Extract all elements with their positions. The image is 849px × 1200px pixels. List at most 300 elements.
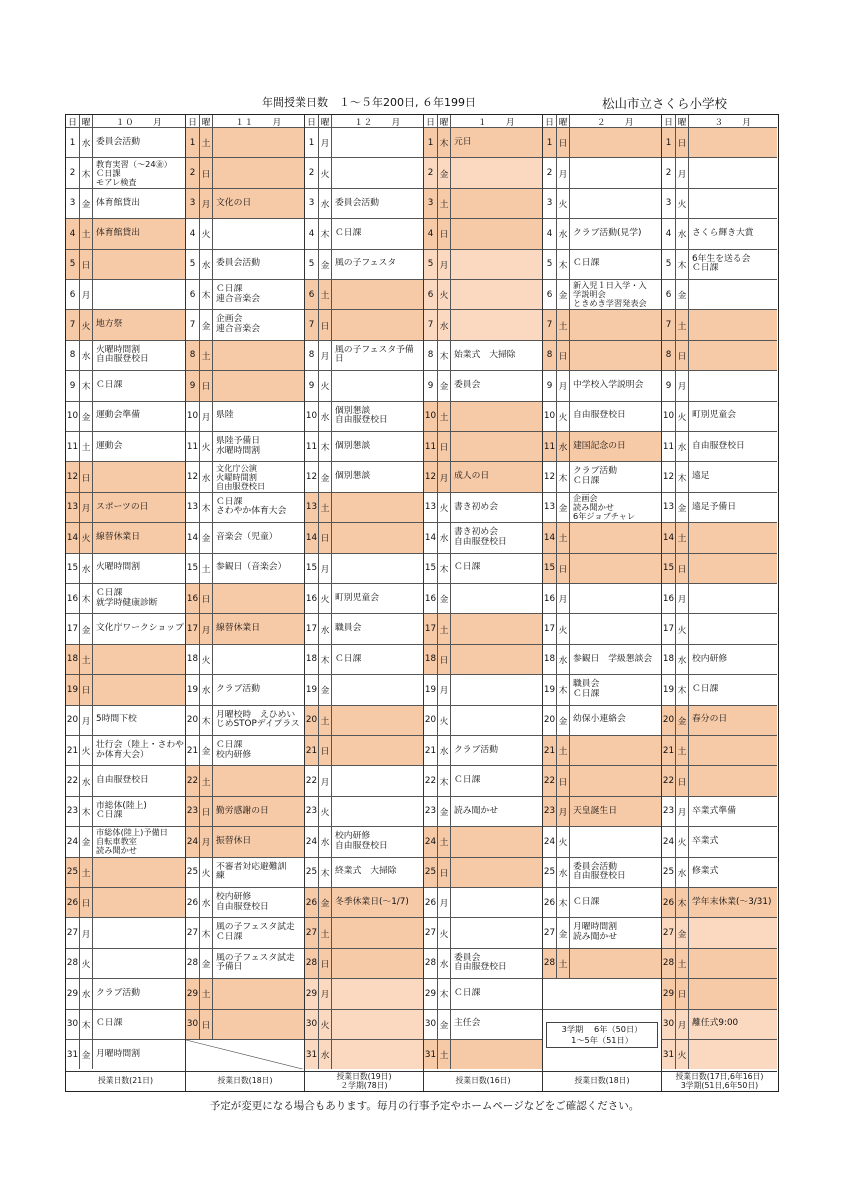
weekday: 火 — [200, 432, 213, 461]
day-number: 14 — [186, 523, 200, 552]
day-row — [186, 917, 304, 947]
day-row — [662, 188, 777, 218]
day-row — [424, 340, 542, 370]
event-text — [213, 219, 304, 248]
day-row — [662, 279, 777, 309]
weekday: 月 — [200, 189, 213, 218]
weekday: 火 — [438, 706, 451, 735]
month-name: １０ 月 — [115, 117, 163, 128]
event-text — [332, 554, 423, 583]
day-number: 1 — [305, 128, 319, 157]
day-row — [66, 431, 185, 461]
event-text: 参観日（音楽会） — [216, 562, 287, 573]
day-row — [543, 218, 661, 248]
weekday: 火 — [80, 310, 93, 339]
event-text — [689, 128, 777, 157]
weekday: 木 — [557, 462, 570, 491]
event-text — [93, 280, 185, 309]
day-number: 16 — [662, 584, 676, 613]
day-row — [424, 370, 542, 400]
day-row — [305, 917, 423, 947]
day-number: 17 — [66, 614, 80, 643]
weekday: 日 — [438, 432, 451, 461]
day-row — [662, 553, 777, 583]
event-text — [332, 766, 423, 795]
event-text — [451, 158, 542, 187]
day-number: 8 — [186, 341, 200, 370]
weekday: 土 — [438, 189, 451, 218]
day-row — [424, 644, 542, 674]
day-number: 12 — [424, 462, 438, 491]
day-row — [305, 492, 423, 522]
weekday: 水 — [438, 310, 451, 339]
day-number: 16 — [543, 584, 557, 613]
event-text — [93, 918, 185, 947]
day-number: 8 — [305, 341, 319, 370]
weekday: 土 — [80, 858, 93, 887]
event-text: 町別児童会 — [692, 410, 736, 421]
day-row — [305, 279, 423, 309]
month-footer — [66, 1071, 185, 1091]
event-text: 体育館貸出 — [93, 219, 185, 248]
weekday: 火 — [557, 614, 570, 643]
day-number: 23 — [66, 797, 80, 826]
event-text — [451, 219, 542, 248]
weekday: 木 — [438, 554, 451, 583]
day-row — [543, 553, 661, 583]
day-row — [186, 461, 304, 491]
event-text: 遠足予備日 — [692, 501, 736, 512]
day-number: 18 — [543, 645, 557, 674]
day-row — [305, 522, 423, 552]
day-row — [662, 401, 777, 431]
day-row — [305, 188, 423, 218]
month-footer — [543, 1071, 661, 1091]
weekday: 日 — [200, 1010, 213, 1039]
day-number: 8 — [66, 341, 80, 370]
weekday: 水 — [676, 858, 689, 887]
day-number: 8 — [543, 341, 557, 370]
weekday: 日 — [557, 128, 570, 157]
day-row — [305, 583, 423, 613]
day-number: 10 — [186, 402, 200, 431]
day-row — [543, 917, 661, 947]
day-number: 9 — [305, 371, 319, 400]
weekday: 金 — [80, 189, 93, 218]
day-number: 30 — [66, 1010, 80, 1039]
event-text — [570, 949, 661, 978]
day-number: 19 — [186, 675, 200, 704]
weekday: 木 — [676, 675, 689, 704]
event-text — [332, 979, 423, 1008]
day-number: 10 — [662, 402, 676, 431]
day-row — [662, 1039, 777, 1069]
weekday: 水 — [200, 888, 213, 917]
event-text — [451, 584, 542, 613]
day-number: 6 — [186, 280, 200, 309]
day-number: 1 — [424, 128, 438, 157]
day-number: 3 — [543, 189, 557, 218]
day-row — [186, 309, 304, 339]
event-text — [451, 645, 542, 674]
day-row — [543, 492, 661, 522]
event-text — [689, 979, 777, 1008]
event-text — [451, 675, 542, 704]
weekday: 土 — [438, 614, 451, 643]
weekday: 日 — [200, 158, 213, 187]
day-row — [66, 674, 185, 704]
day-number: 28 — [662, 949, 676, 978]
event-text — [332, 371, 423, 400]
weekday: 金 — [80, 1040, 93, 1069]
day-number: 22 — [662, 766, 676, 795]
day-row — [186, 826, 304, 856]
weekday: 火 — [676, 189, 689, 218]
event-text: 運動会 — [96, 440, 123, 451]
day-number: 20 — [543, 706, 557, 735]
event-text: Ｃ日課 — [454, 988, 481, 999]
day-row — [662, 613, 777, 643]
day-number: 4 — [305, 219, 319, 248]
notice-text: 予定が変更になる場合もあります。毎月の行事予定やホームページなどをご確認ください。 — [209, 1100, 640, 1112]
month-name: ２ 月 — [596, 117, 635, 128]
weekday: 土 — [557, 523, 570, 552]
weekday: 月 — [557, 797, 570, 826]
day-row — [66, 127, 185, 157]
day-number: 5 — [662, 250, 676, 279]
event-text — [689, 736, 777, 765]
day-row — [186, 765, 304, 795]
event-text — [570, 341, 661, 370]
day-row — [305, 674, 423, 704]
event-text — [451, 888, 542, 917]
weekday: 水 — [200, 462, 213, 491]
weekday: 月 — [319, 766, 332, 795]
day-number: 27 — [186, 918, 200, 947]
event-text: Ｃ日課 校内研修 — [216, 740, 252, 760]
event-text: 委員会活動 — [335, 197, 379, 208]
event-text — [689, 523, 777, 552]
day-row — [543, 857, 661, 887]
event-text: 5時間下校 — [96, 714, 137, 725]
weekday: 水 — [80, 766, 93, 795]
day-row — [662, 522, 777, 552]
event-text: 振替休日 — [213, 827, 304, 856]
weekday: 水 — [80, 128, 93, 157]
day-number: 13 — [66, 493, 80, 522]
day-number: 16 — [424, 584, 438, 613]
day-number: 9 — [186, 371, 200, 400]
day-number: 28 — [543, 949, 557, 978]
day-row — [662, 765, 777, 795]
day-number: 26 — [186, 888, 200, 917]
event-text: クラブ活動 Ｃ日課 — [573, 466, 617, 487]
weekday: 土 — [676, 523, 689, 552]
event-text — [689, 766, 777, 795]
weekday: 土 — [319, 280, 332, 309]
day-number: 12 — [662, 462, 676, 491]
day-row — [305, 553, 423, 583]
month-name: １ 月 — [477, 117, 516, 128]
day-number: 28 — [424, 949, 438, 978]
month-column — [423, 115, 542, 1091]
day-row — [424, 188, 542, 218]
event-text: Ｃ日課 連合音楽会 — [216, 284, 260, 304]
weekday: 月 — [319, 554, 332, 583]
event-text: 成人の日 — [451, 462, 542, 491]
day-row — [66, 218, 185, 248]
month-column — [66, 115, 185, 1091]
day-row — [662, 978, 777, 1008]
day-row — [186, 705, 304, 735]
day-number: 2 — [305, 158, 319, 187]
event-text — [213, 1010, 304, 1039]
day-number: 27 — [662, 918, 676, 947]
day-row — [186, 644, 304, 674]
event-text — [689, 341, 777, 370]
event-text: 読み聞かせ — [454, 805, 498, 816]
day-number: 12 — [186, 462, 200, 491]
weekday: 日 — [557, 554, 570, 583]
day-row — [305, 340, 423, 370]
day-row — [543, 461, 661, 491]
weekday: 水 — [200, 250, 213, 279]
day-row — [305, 370, 423, 400]
event-text: 風の子フェスタ試走 Ｃ日課 — [216, 922, 295, 943]
day-number: 20 — [424, 706, 438, 735]
weekday-header: 曜 — [557, 115, 570, 127]
event-text — [451, 614, 542, 643]
day-header: 日 — [543, 115, 557, 127]
day-row — [186, 553, 304, 583]
weekday: 水 — [557, 432, 570, 461]
day-number: 10 — [424, 402, 438, 431]
day-number: 17 — [543, 614, 557, 643]
event-text — [570, 614, 661, 643]
day-number: 21 — [305, 736, 319, 765]
event-text — [570, 736, 661, 765]
day-number: 11 — [305, 432, 319, 461]
event-text: クラブ活動(見学) — [573, 228, 642, 239]
event-text: 月曜時間割 読み聞かせ — [573, 922, 617, 943]
weekday: 日 — [676, 128, 689, 157]
event-text: クラブ活動 — [216, 684, 260, 695]
weekday: 金 — [319, 462, 332, 491]
event-text: 市総体(陸上) Ｃ日課 — [96, 800, 147, 821]
day-row — [305, 613, 423, 643]
day-row — [186, 340, 304, 370]
event-text — [570, 128, 661, 157]
weekday: 金 — [80, 827, 93, 856]
day-row — [662, 1009, 777, 1039]
day-number: 3 — [66, 189, 80, 218]
term-day-count: ２学期(78日) — [340, 1080, 388, 1090]
weekday: 月 — [319, 979, 332, 1008]
lesson-day-count: 授業日数(17日,6年16日) — [675, 1071, 764, 1081]
event-text — [332, 1040, 423, 1069]
event-text: 幼保小連絡会 — [573, 714, 626, 725]
day-number: 11 — [662, 432, 676, 461]
day-row — [662, 583, 777, 613]
day-row — [543, 431, 661, 461]
weekday: 水 — [676, 645, 689, 674]
day-row — [424, 978, 542, 1008]
day-number: 4 — [662, 219, 676, 248]
day-row — [662, 796, 777, 826]
day-number: 3 — [186, 189, 200, 218]
event-text: 月曜校時 えひめい じめSTOPデイプラス — [216, 709, 300, 730]
weekday: 火 — [319, 371, 332, 400]
day-number: 14 — [543, 523, 557, 552]
day-row — [305, 249, 423, 279]
month-name: １２ 月 — [354, 117, 401, 128]
weekday-header: 曜 — [80, 115, 93, 127]
weekday: 月 — [319, 128, 332, 157]
weekday: 木 — [80, 1010, 93, 1039]
weekday: 土 — [676, 949, 689, 978]
day-row — [186, 249, 304, 279]
empty-row — [543, 1009, 661, 1070]
event-text — [451, 250, 542, 279]
event-text — [570, 766, 661, 795]
month-header — [543, 115, 661, 127]
term-day-count: 3学期(51日,6年50日) — [680, 1080, 759, 1090]
day-row — [66, 553, 185, 583]
day-number: 10 — [543, 402, 557, 431]
weekday: 月 — [80, 280, 93, 309]
day-number: 7 — [66, 310, 80, 339]
weekday: 木 — [438, 128, 451, 157]
event-text — [332, 918, 423, 947]
day-number: 7 — [424, 310, 438, 339]
event-text: 企画会 連合音楽会 — [216, 314, 260, 335]
day-row — [305, 127, 423, 157]
weekday: 金 — [557, 706, 570, 735]
day-number: 26 — [424, 888, 438, 917]
day-row — [305, 309, 423, 339]
lesson-day-count: 授業日数(21日) — [98, 1076, 153, 1086]
day-row — [543, 735, 661, 765]
event-text: 校内研修 自由服登校日 — [335, 831, 388, 851]
day-number: 4 — [543, 219, 557, 248]
day-number: 9 — [662, 371, 676, 400]
day-number: 15 — [186, 554, 200, 583]
day-row — [662, 431, 777, 461]
weekday: 火 — [80, 949, 93, 978]
event-text — [451, 402, 542, 431]
event-text: 冬季休業日(～1/7) — [332, 888, 423, 917]
weekday: 火 — [200, 645, 213, 674]
weekday-header: 曜 — [676, 115, 689, 127]
event-text: 書き初め会 — [454, 501, 498, 512]
weekday: 土 — [200, 341, 213, 370]
day-row — [662, 644, 777, 674]
event-text: 卒業式準備 — [692, 805, 736, 816]
weekday: 火 — [80, 736, 93, 765]
event-text — [451, 310, 542, 339]
event-text — [689, 158, 777, 187]
day-number: 27 — [424, 918, 438, 947]
day-row — [66, 1039, 185, 1069]
weekday: 金 — [438, 584, 451, 613]
event-text — [689, 310, 777, 339]
event-text — [570, 158, 661, 187]
day-header: 日 — [662, 115, 676, 127]
day-row — [662, 826, 777, 856]
weekday: 月 — [200, 614, 213, 643]
day-number: 31 — [662, 1040, 676, 1069]
month-column — [185, 115, 304, 1091]
day-row — [424, 431, 542, 461]
day-row — [305, 948, 423, 978]
day-number: 11 — [424, 432, 438, 461]
event-text — [332, 310, 423, 339]
day-row — [66, 522, 185, 552]
day-row — [543, 674, 661, 704]
weekday: 月 — [676, 158, 689, 187]
day-row — [424, 583, 542, 613]
event-text: スポーツの日 — [93, 493, 185, 522]
day-row — [186, 401, 304, 431]
day-number: 11 — [543, 432, 557, 461]
day-row — [543, 249, 661, 279]
event-text: 建国記念の日 — [570, 432, 661, 461]
event-text — [689, 280, 777, 309]
month-name: ３ 月 — [714, 117, 752, 128]
day-number: 25 — [543, 858, 557, 887]
event-text: Ｃ日課 — [692, 684, 719, 695]
weekday: 月 — [676, 797, 689, 826]
event-text: 自由服登校日 — [96, 775, 149, 786]
weekday: 土 — [200, 766, 213, 795]
event-text — [451, 1040, 542, 1069]
event-text: Ｃ日課 — [573, 896, 600, 907]
weekday: 水 — [80, 554, 93, 583]
day-row — [543, 401, 661, 431]
day-number: 6 — [543, 280, 557, 309]
day-number: 13 — [424, 493, 438, 522]
event-text: クラブ活動 — [454, 744, 498, 755]
day-number: 14 — [662, 523, 676, 552]
day-row — [186, 1009, 304, 1039]
day-row — [66, 735, 185, 765]
weekday: 木 — [319, 432, 332, 461]
weekday: 水 — [438, 949, 451, 978]
day-number: 18 — [186, 645, 200, 674]
lesson-day-count: 授業日数(19日) — [336, 1071, 392, 1081]
day-row — [424, 613, 542, 643]
weekday: 月 — [438, 250, 451, 279]
event-text — [451, 432, 542, 461]
weekday: 水 — [80, 979, 93, 1008]
weekday: 木 — [80, 584, 93, 613]
term-summary-line: 1～5年（51日） — [571, 1034, 633, 1045]
weekday: 火 — [676, 402, 689, 431]
day-row — [186, 948, 304, 978]
event-text — [689, 584, 777, 613]
day-row — [186, 978, 304, 1008]
day-row — [543, 370, 661, 400]
weekday: 月 — [676, 1010, 689, 1039]
event-text — [332, 736, 423, 765]
day-number: 24 — [543, 827, 557, 856]
event-text — [213, 371, 304, 400]
day-row — [66, 1009, 185, 1039]
day-number: 5 — [186, 250, 200, 279]
event-text: 線替休業日 — [93, 523, 185, 552]
weekday: 水 — [438, 736, 451, 765]
weekday: 土 — [200, 128, 213, 157]
